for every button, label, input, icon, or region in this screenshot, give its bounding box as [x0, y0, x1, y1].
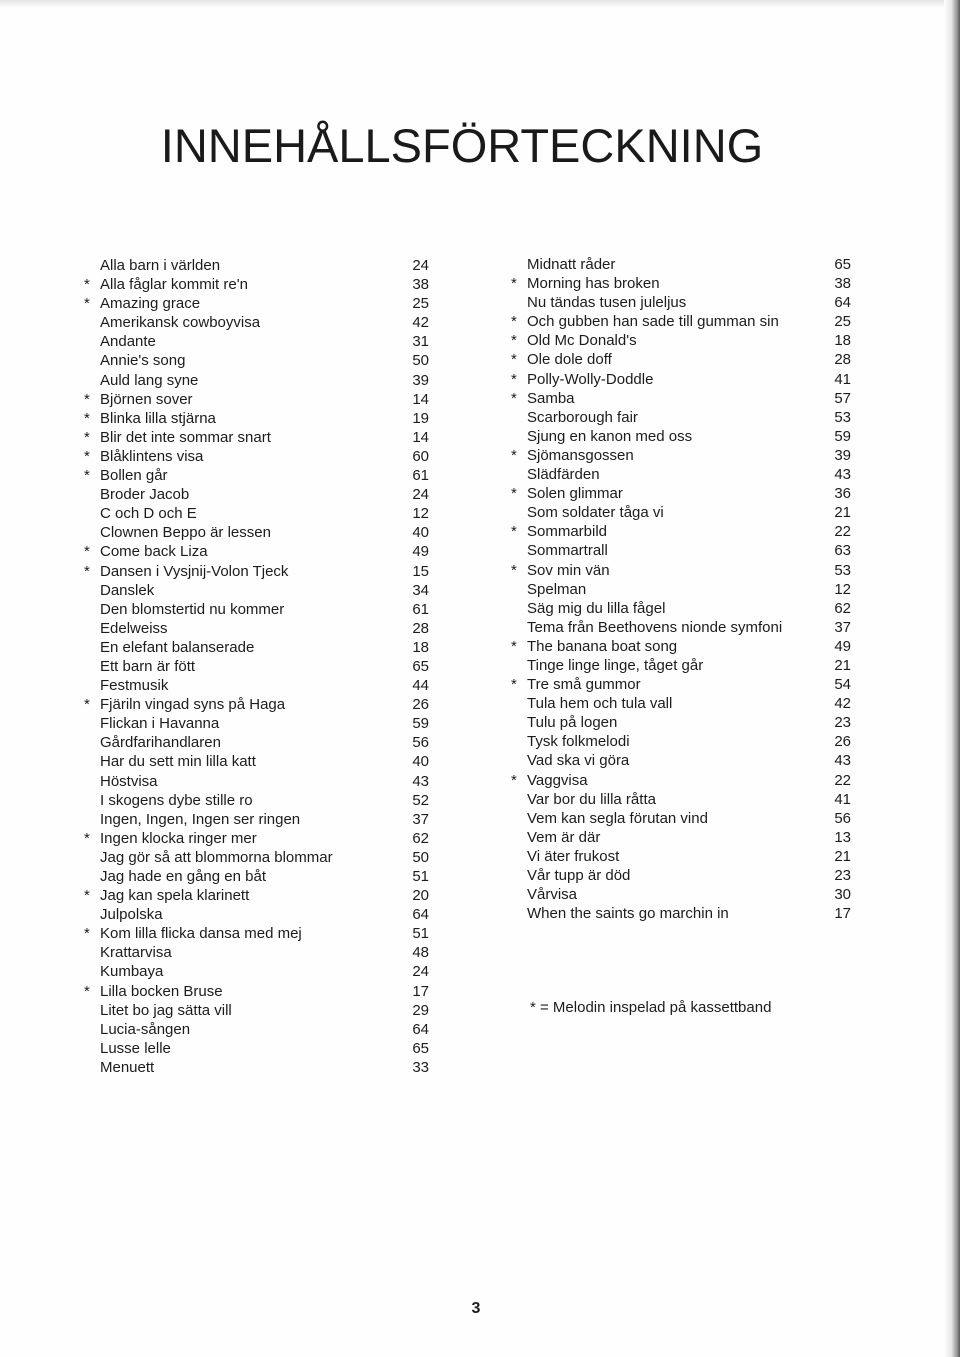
legend-note: * = Melodin inspelad på kassettband [530, 999, 772, 1016]
page-ref: 61 [412, 600, 429, 618]
page-ref: 37 [834, 618, 851, 636]
toc-entry [511, 866, 851, 885]
page-ref: 64 [834, 294, 851, 312]
song-title: Clownen Beppo är lessen [100, 524, 271, 542]
toc-entry [511, 350, 851, 369]
page-ref: 65 [412, 1039, 429, 1057]
page-ref: 50 [412, 848, 429, 866]
toc-entry [84, 313, 429, 332]
toc-entry [511, 637, 851, 656]
page-ref: 22 [834, 523, 851, 541]
page-ref: 56 [834, 809, 851, 827]
song-title: Jag kan spela klarinett [100, 887, 250, 905]
page-ref: 17 [834, 905, 851, 923]
page-ref: 12 [412, 505, 429, 523]
toc-entry [84, 275, 429, 294]
toc-entry [511, 408, 851, 427]
song-title: Vår tupp är död [527, 867, 631, 884]
page-ref: 14 [412, 428, 429, 446]
toc-entry [84, 867, 429, 886]
song-title: En elefant balanserade [100, 638, 255, 656]
toc-left-column [84, 256, 429, 1077]
toc-entry [84, 695, 429, 714]
page-ref: 59 [834, 427, 851, 445]
recorded-marker: * [84, 390, 90, 408]
toc-entry [511, 446, 851, 465]
toc-entry [84, 733, 429, 752]
song-title: Vaggvisa [527, 771, 588, 789]
toc-entry [511, 904, 851, 923]
recorded-marker: * [84, 887, 90, 905]
page-ref: 44 [412, 677, 429, 695]
recorded-marker: * [511, 313, 517, 331]
toc-entry [84, 562, 429, 581]
page-ref: 28 [834, 351, 851, 369]
page-ref: 49 [412, 543, 429, 561]
song-title: Samba [527, 389, 575, 407]
page-ref: 40 [412, 753, 429, 771]
page-ref: 26 [412, 696, 429, 714]
page-ref: 12 [834, 580, 851, 598]
recorded-marker: * [511, 523, 517, 541]
toc-entry [511, 694, 851, 713]
toc-entry [511, 656, 851, 675]
song-title: Den blomstertid nu kommer [100, 600, 285, 618]
toc-entry [511, 331, 851, 350]
recorded-marker: * [84, 295, 90, 313]
toc-entry [511, 618, 851, 637]
song-title: Kom lilla flicka dansa med mej [100, 925, 302, 943]
toc-entry [511, 389, 851, 408]
song-title: Broder Jacob [100, 486, 190, 504]
toc-entry [84, 485, 429, 504]
recorded-marker: * [511, 676, 517, 694]
song-title: Ett barn är fött [100, 657, 196, 675]
toc-entry [84, 810, 429, 829]
song-title: Auld lang syne [100, 371, 199, 389]
page-ref: 59 [412, 715, 429, 733]
page-ref: 23 [834, 714, 851, 732]
page-ref: 64 [412, 906, 429, 924]
page-ref: 18 [834, 332, 851, 350]
page-ref: 51 [412, 868, 429, 885]
toc-entry [84, 351, 429, 370]
song-title: The banana boat song [527, 637, 678, 655]
page-ref: 39 [834, 446, 851, 464]
page-ref: 63 [834, 542, 851, 560]
song-title: Kumbaya [100, 963, 164, 981]
song-title: Alla fåglar kommit re'n [100, 276, 248, 294]
page-ref: 22 [834, 771, 851, 789]
song-title: Blåklintens visa [100, 447, 204, 465]
recorded-marker: * [84, 925, 90, 943]
song-title: Vi äter frukost [527, 847, 620, 865]
song-title: Polly-Wolly-Doddle [527, 370, 654, 388]
page-ref: 64 [412, 1020, 429, 1038]
page-ref: 13 [834, 828, 851, 846]
toc-entry [84, 581, 429, 600]
song-title: Litet bo jag sätta vill [100, 1001, 232, 1019]
page-ref: 30 [834, 886, 851, 904]
recorded-marker: * [84, 562, 90, 580]
song-title: Sjung en kanon med oss [527, 427, 693, 445]
page-ref: 61 [412, 467, 429, 485]
page-ref: 21 [834, 847, 851, 865]
page-ref: 49 [834, 637, 851, 655]
page-title: INNEHÅLLSFÖRTECKNING [160, 119, 764, 172]
toc-entry [84, 924, 429, 943]
song-title: Jag hade en gång en båt [100, 868, 266, 885]
toc-entry [511, 274, 851, 293]
song-title: Annie's song [100, 352, 186, 370]
recorded-marker: * [511, 389, 517, 407]
recorded-marker: * [511, 275, 517, 293]
toc-entry [511, 484, 851, 503]
recorded-marker: * [511, 332, 517, 350]
page-ref: 29 [412, 1001, 429, 1019]
song-title: Ole dole doff [527, 351, 612, 369]
toc-entry [511, 790, 851, 809]
binding-edge [944, 0, 960, 1357]
toc-entry [511, 732, 851, 751]
toc-entry [84, 542, 429, 561]
toc-entry [511, 713, 851, 732]
page-ref: 56 [412, 734, 429, 752]
song-title: Morning has broken [527, 275, 660, 293]
recorded-marker: * [511, 446, 517, 464]
page-ref: 21 [834, 504, 851, 522]
toc-entry [511, 751, 851, 770]
page-ref: 43 [834, 466, 851, 484]
song-title: Bollen går [100, 467, 168, 485]
recorded-marker: * [511, 370, 517, 388]
song-title: Old Mc Donald's [527, 332, 637, 350]
song-title: Alla barn i världen [100, 257, 221, 274]
song-title: Säg mig du lilla fågel [527, 599, 666, 617]
toc-entry [511, 599, 851, 618]
toc-entry [84, 829, 429, 848]
page-ref: 60 [412, 447, 429, 465]
page-ref: 40 [412, 524, 429, 542]
recorded-marker: * [84, 982, 90, 1000]
page-ref: 14 [412, 390, 429, 408]
page-ref: 18 [412, 638, 429, 656]
toc-entry [84, 294, 429, 313]
song-title: Amazing grace [100, 295, 201, 313]
page-ref: 34 [412, 581, 429, 599]
toc-entry [84, 905, 429, 924]
page-ref: 17 [412, 982, 429, 1000]
toc-entry [511, 370, 851, 389]
toc-entry [84, 714, 429, 733]
recorded-marker: * [511, 771, 517, 789]
page-ref: 24 [412, 257, 429, 274]
toc-entry [84, 523, 429, 542]
song-title: Dansen i Vysjnij-Volon Tjeck [100, 562, 289, 580]
page-ref: 41 [834, 790, 851, 808]
song-title: Fjäriln vingad syns på Haga [100, 696, 286, 714]
page-ref: 26 [834, 733, 851, 751]
song-title: Blir det inte sommar snart [100, 428, 271, 446]
toc-entry [511, 771, 851, 790]
recorded-marker: * [84, 829, 90, 847]
toc-entry [84, 752, 429, 771]
toc-entry [511, 255, 851, 274]
page-ref: 36 [834, 485, 851, 503]
song-title: Ingen klocka ringer mer [100, 829, 257, 847]
page-ref: 48 [412, 944, 429, 962]
toc-entry [84, 390, 429, 409]
song-title: C och D och E [100, 505, 197, 523]
song-title: Blinka lilla stjärna [100, 409, 216, 427]
page-ref: 53 [834, 408, 851, 426]
toc-entry [511, 828, 851, 847]
song-title: Sov min vän [527, 561, 610, 579]
page-ref: 57 [834, 389, 851, 407]
toc-entry [84, 619, 429, 638]
toc-entry [511, 580, 851, 599]
song-title: Har du sett min lilla katt [100, 753, 256, 771]
page-ref: 25 [412, 295, 429, 313]
page-ref: 51 [412, 925, 429, 943]
song-title: When the saints go marchin in [527, 905, 729, 923]
toc-entry [84, 600, 429, 619]
toc-entry [84, 428, 429, 447]
toc-entry [84, 886, 429, 905]
song-title: Flickan i Havanna [100, 715, 220, 733]
song-title: Lilla bocken Bruse [100, 982, 223, 1000]
toc-entry [511, 809, 851, 828]
song-title: Nu tändas tusen juleljus [527, 294, 687, 312]
song-title: Sommarbild [527, 523, 608, 541]
song-title: Tysk folkmelodi [527, 733, 630, 751]
recorded-marker: * [511, 561, 517, 579]
toc-entry [511, 847, 851, 866]
song-title: Var bor du lilla råtta [527, 790, 656, 808]
page-ref: 19 [412, 409, 429, 427]
toc-entry [84, 1058, 429, 1077]
page-number: 3 [471, 1300, 481, 1317]
toc-entry [84, 943, 429, 962]
song-title: Andante [100, 333, 156, 351]
toc-entry [511, 427, 851, 446]
page-ref: 20 [412, 887, 429, 905]
page-ref: 54 [834, 676, 851, 694]
toc-entry [84, 1020, 429, 1039]
toc-entry [511, 675, 851, 694]
page-ref: 53 [834, 561, 851, 579]
toc-entry [511, 522, 851, 541]
song-title: I skogens dybe stille ro [100, 791, 253, 809]
toc-entry [84, 466, 429, 485]
song-title: Julpolska [100, 906, 163, 924]
top-shadow [0, 0, 960, 8]
song-title: Tre små gummor [527, 676, 641, 694]
toc-entry [511, 465, 851, 484]
recorded-marker: * [84, 467, 90, 485]
toc-entry [511, 541, 851, 560]
toc-entry [84, 772, 429, 791]
page-ref: 21 [834, 656, 851, 674]
song-title: Jag gör så att blommorna blommar [100, 848, 333, 866]
song-title: Slädfärden [527, 466, 600, 484]
page-ref: 38 [834, 275, 851, 293]
song-title: Tula hem och tula vall [527, 695, 673, 713]
toc-entry [84, 256, 429, 275]
page-ref: 43 [412, 772, 429, 790]
toc-entry [84, 982, 429, 1001]
song-title: Som soldater tåga vi [527, 504, 664, 522]
toc-entry [84, 848, 429, 867]
toc-entry [84, 504, 429, 523]
song-title: Festmusik [100, 677, 169, 695]
toc-entry [84, 676, 429, 695]
recorded-marker: * [84, 543, 90, 561]
song-title: Edelweiss [100, 619, 168, 637]
page-ref: 24 [412, 963, 429, 981]
page-ref: 65 [412, 657, 429, 675]
song-title: Menuett [100, 1058, 155, 1076]
page-ref: 41 [834, 370, 851, 388]
song-title: Scarborough fair [527, 408, 638, 426]
toc-entry [84, 1001, 429, 1020]
page-ref: 31 [412, 333, 429, 351]
song-title: Vårvisa [527, 886, 578, 904]
song-title: Björnen sover [100, 390, 193, 408]
song-title: Lucia-sången [100, 1020, 191, 1038]
page-ref: 37 [412, 810, 429, 828]
song-title: Amerikansk cowboyvisa [100, 314, 261, 332]
song-title: Danslek [100, 581, 155, 599]
toc-entry [511, 561, 851, 580]
song-title: Midnatt råder [527, 256, 616, 273]
page-ref: 52 [412, 791, 429, 809]
page-ref: 62 [412, 829, 429, 847]
song-title: Vem kan segla förutan vind [527, 809, 708, 827]
song-title: Krattarvisa [100, 944, 172, 962]
recorded-marker: * [84, 447, 90, 465]
page-ref: 39 [412, 371, 429, 389]
song-title: Sommartrall [527, 542, 608, 560]
recorded-marker: * [511, 485, 517, 503]
page-ref: 42 [412, 314, 429, 332]
toc-entry [84, 447, 429, 466]
page-ref: 50 [412, 352, 429, 370]
toc-entry [511, 885, 851, 904]
page-ref: 65 [834, 256, 851, 273]
toc-entry [511, 293, 851, 312]
song-title: Tema från Beethovens nionde symfoni [527, 618, 783, 636]
song-title: Tinge linge linge, tåget går [527, 656, 704, 674]
recorded-marker: * [84, 409, 90, 427]
page-ref: 42 [834, 695, 851, 713]
recorded-marker: * [511, 637, 517, 655]
toc-entry [84, 657, 429, 676]
song-title: Lusse lelle [100, 1039, 171, 1057]
song-title: Höstvisa [100, 772, 158, 790]
song-title: Sjömansgossen [527, 446, 634, 464]
page-ref: 23 [834, 867, 851, 884]
song-title: Vad ska vi göra [527, 752, 630, 770]
page-ref: 28 [412, 619, 429, 637]
toc-entry [84, 962, 429, 981]
page-ref: 15 [412, 562, 429, 580]
toc-entry [84, 1039, 429, 1058]
toc-entry [511, 503, 851, 522]
toc-entry [84, 791, 429, 810]
page-ref: 24 [412, 486, 429, 504]
page-ref: 43 [834, 752, 851, 770]
recorded-marker: * [84, 428, 90, 446]
toc-right-column [511, 255, 851, 923]
song-title: Spelman [527, 580, 587, 598]
page-ref: 25 [834, 313, 851, 331]
song-title: Gårdfarihandlaren [100, 734, 221, 752]
song-title: Ingen, Ingen, Ingen ser ringen [100, 810, 301, 828]
song-title: Come back Liza [100, 543, 208, 561]
toc-entry [84, 638, 429, 657]
recorded-marker: * [84, 696, 90, 714]
recorded-marker: * [511, 351, 517, 369]
toc-entry [511, 312, 851, 331]
page-ref: 38 [412, 276, 429, 294]
toc-entry [84, 332, 429, 351]
toc-entry [84, 409, 429, 428]
recorded-marker: * [84, 276, 90, 294]
song-title: Tulu på logen [527, 714, 618, 732]
page-ref: 33 [412, 1058, 429, 1076]
song-title: Solen glimmar [527, 485, 623, 503]
page-ref: 62 [834, 599, 851, 617]
toc-entry [84, 371, 429, 390]
song-title: Och gubben han sade till gumman sin [527, 313, 779, 331]
song-title: Vem är där [527, 828, 601, 846]
